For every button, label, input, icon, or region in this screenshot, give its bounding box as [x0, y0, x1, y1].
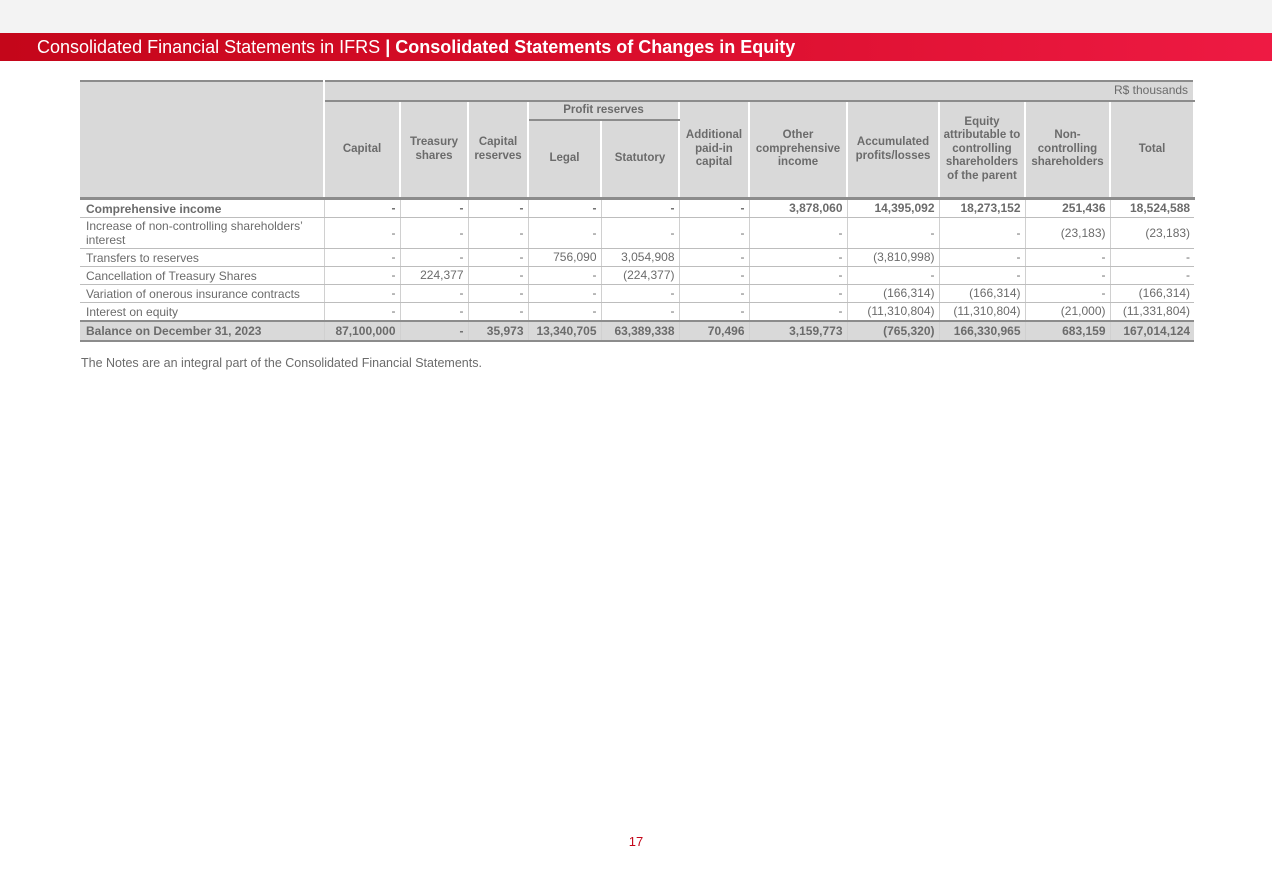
cell: - — [601, 199, 679, 218]
cell: - — [939, 267, 1025, 285]
cell: - — [324, 267, 400, 285]
col-header: Equity attributable to controlling shareholders of the parent — [939, 101, 1025, 199]
cell: 3,054,908 — [601, 249, 679, 267]
cell: - — [749, 303, 847, 322]
banner-separator: | — [385, 37, 391, 57]
cell: 3,878,060 — [749, 199, 847, 218]
table-row — [80, 249, 1194, 267]
cell: (11,310,804) — [847, 303, 939, 322]
cell: (166,314) — [1110, 285, 1194, 303]
unit-label: R$ thousands — [324, 81, 1194, 101]
cell: - — [468, 218, 528, 249]
banner-prefix: Consolidated Financial Statements in IFRS — [37, 37, 381, 57]
cell: - — [601, 218, 679, 249]
cell: - — [679, 218, 749, 249]
top-strip — [0, 0, 1272, 33]
balance-row — [80, 321, 1194, 341]
cell: (224,377) — [601, 267, 679, 285]
banner-title: Consolidated Statements of Changes in Equity — [395, 37, 796, 57]
table-row — [80, 303, 1194, 322]
row-label: Transfers to reserves — [80, 249, 324, 267]
cell: - — [1025, 249, 1110, 267]
col-header: Capital — [324, 101, 400, 199]
cell: - — [324, 199, 400, 218]
col-header: Capital reserves — [468, 101, 528, 199]
cell: (11,310,804) — [939, 303, 1025, 322]
cell: - — [528, 199, 601, 218]
cell: - — [749, 218, 847, 249]
cell: - — [601, 303, 679, 322]
col-header: Total — [1110, 101, 1194, 199]
cell: 18,524,588 — [1110, 199, 1194, 218]
col-header: Other comprehensive income — [749, 101, 847, 199]
cell: - — [1110, 249, 1194, 267]
cell: (11,331,804) — [1110, 303, 1194, 322]
cell: - — [679, 199, 749, 218]
cell: - — [400, 249, 468, 267]
cell: (166,314) — [847, 285, 939, 303]
cell: - — [679, 249, 749, 267]
row-label: Variation of onerous insurance contracts — [80, 285, 324, 303]
cell: - — [324, 285, 400, 303]
cell: - — [528, 285, 601, 303]
cell: - — [749, 285, 847, 303]
cell: - — [400, 285, 468, 303]
cell: - — [468, 285, 528, 303]
row-label: Balance on December 31, 2023 — [80, 321, 324, 341]
cell: - — [468, 303, 528, 322]
cell: - — [679, 285, 749, 303]
header-corner — [80, 81, 324, 199]
cell: - — [601, 285, 679, 303]
cell: (23,183) — [1025, 218, 1110, 249]
table-body — [80, 199, 1194, 342]
cell: 167,014,124 — [1110, 321, 1194, 341]
cell: 63,389,338 — [601, 321, 679, 341]
cell: - — [679, 303, 749, 322]
cell: 14,395,092 — [847, 199, 939, 218]
cell: 224,377 — [400, 267, 468, 285]
row-label: Cancellation of Treasury Shares — [80, 267, 324, 285]
cell: - — [749, 249, 847, 267]
col-header: Accumulated profits/losses — [847, 101, 939, 199]
table-row — [80, 199, 1194, 218]
cell: - — [400, 218, 468, 249]
cell: - — [749, 267, 847, 285]
cell: (3,810,998) — [847, 249, 939, 267]
footnote: The Notes are an integral part of the Consolidated Financial Statements. — [81, 356, 482, 370]
cell: - — [847, 267, 939, 285]
changes-in-equity-table — [80, 80, 1195, 342]
cell: - — [324, 249, 400, 267]
row-label: Increase of non-controlling shareholders’ interest — [80, 218, 324, 249]
cell: - — [847, 218, 939, 249]
row-label: Interest on equity — [80, 303, 324, 322]
table-row — [80, 218, 1194, 249]
cell: - — [468, 199, 528, 218]
cell: - — [679, 267, 749, 285]
cell: - — [528, 303, 601, 322]
cell: - — [1025, 267, 1110, 285]
cell: - — [1025, 285, 1110, 303]
page-number: 17 — [628, 834, 644, 849]
section-banner — [0, 33, 1272, 61]
cell: (166,314) — [939, 285, 1025, 303]
cell: 756,090 — [528, 249, 601, 267]
cell: - — [528, 218, 601, 249]
col-header: Non-controlling shareholders — [1025, 101, 1110, 199]
col-header: Statutory — [601, 120, 679, 199]
cell: - — [939, 218, 1025, 249]
cell: 18,273,152 — [939, 199, 1025, 218]
col-header: Additional paid-in capital — [679, 101, 749, 199]
cell: - — [400, 321, 468, 341]
col-header: Legal — [528, 120, 601, 199]
row-label: Comprehensive income — [80, 199, 324, 218]
cell: - — [400, 199, 468, 218]
cell: 87,100,000 — [324, 321, 400, 341]
cell: - — [1110, 267, 1194, 285]
cell: 35,973 — [468, 321, 528, 341]
cell: 70,496 — [679, 321, 749, 341]
col-header: Treasury shares — [400, 101, 468, 199]
cell: - — [528, 267, 601, 285]
cell: (23,183) — [1110, 218, 1194, 249]
cell: 683,159 — [1025, 321, 1110, 341]
cell: (21,000) — [1025, 303, 1110, 322]
cell: - — [468, 267, 528, 285]
cell: 13,340,705 — [528, 321, 601, 341]
cell: 251,436 — [1025, 199, 1110, 218]
cell: (765,320) — [847, 321, 939, 341]
cell: 166,330,965 — [939, 321, 1025, 341]
cell: 3,159,773 — [749, 321, 847, 341]
profit-reserves-header: Profit reserves — [528, 101, 679, 120]
table-row — [80, 285, 1194, 303]
cell: - — [468, 249, 528, 267]
cell: - — [324, 303, 400, 322]
cell: - — [400, 303, 468, 322]
cell: - — [939, 249, 1025, 267]
table-row — [80, 267, 1194, 285]
cell: - — [324, 218, 400, 249]
